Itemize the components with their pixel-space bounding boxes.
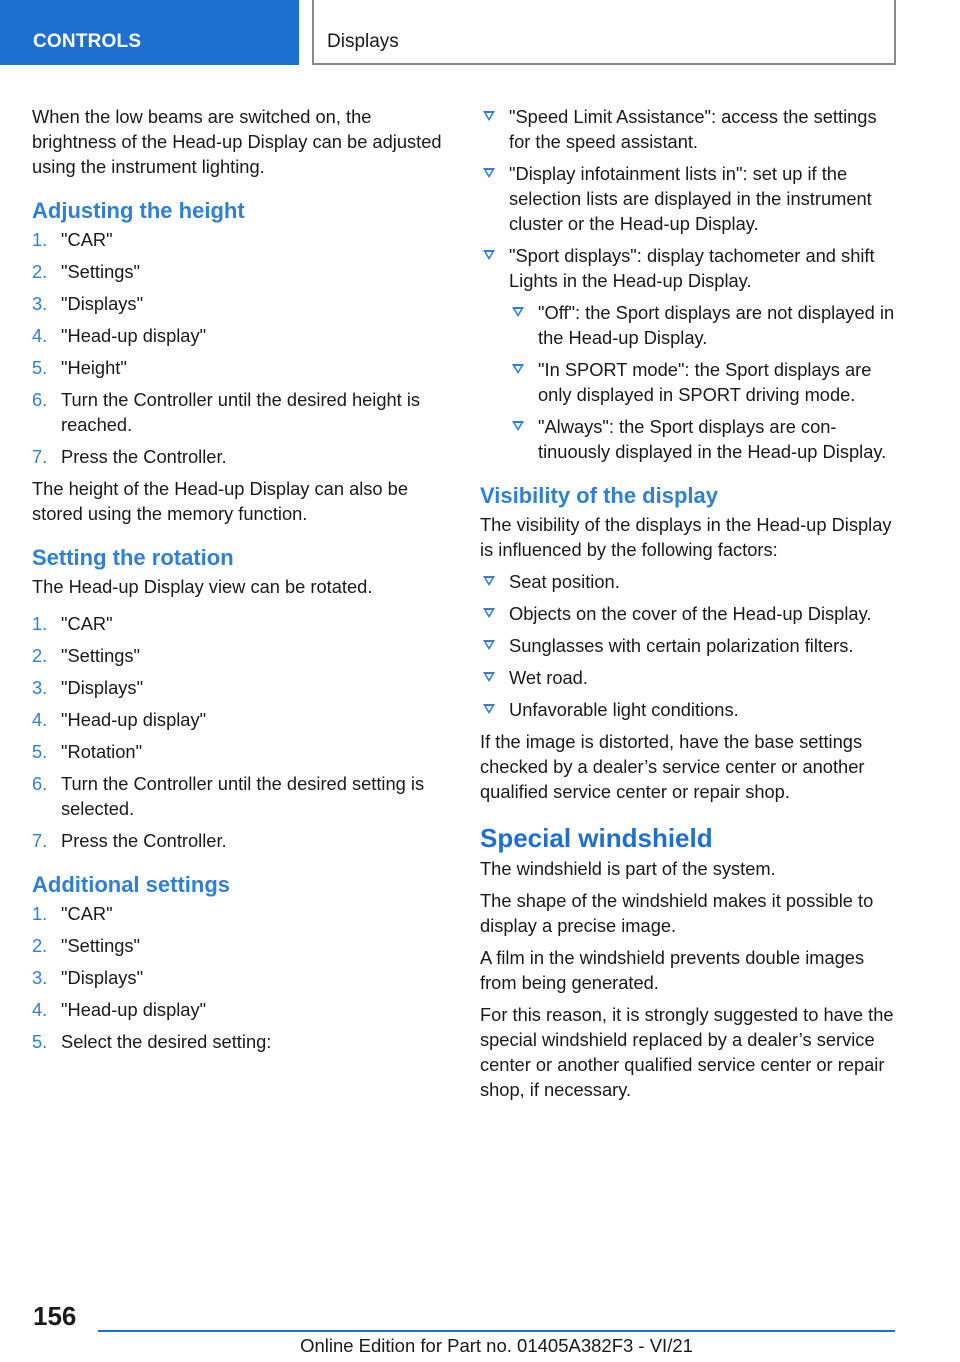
bullet-text: Wet road.	[509, 667, 588, 688]
bullet-triangle-icon	[483, 168, 495, 178]
step-number: 2.	[32, 261, 48, 282]
list-item	[32, 901, 450, 926]
step-number: 6.	[32, 389, 48, 410]
list-item	[32, 675, 450, 700]
step-number: 5.	[32, 1031, 48, 1052]
step-text: Select the desired setting:	[61, 1031, 272, 1052]
list-item	[480, 697, 898, 722]
visibility-factors-list	[480, 569, 898, 722]
step-text: "CAR"	[61, 613, 113, 634]
list-item	[32, 643, 450, 668]
bullet-triangle-icon	[483, 608, 495, 618]
heading-additional-settings: Additional settings	[32, 872, 230, 897]
bullet-text: Unfavorable light conditions.	[509, 699, 739, 720]
list-item	[32, 611, 450, 636]
step-text: "CAR"	[61, 229, 113, 250]
step-number: 4.	[32, 709, 48, 730]
step-text: "Settings"	[61, 645, 141, 666]
step-number: 1.	[32, 613, 48, 634]
heading-setting-rotation: Setting the rotation	[32, 545, 234, 570]
windshield-paragraph: For this reason, it is strongly suggested to have the special windshield replaced by a dealer’s service center or another qualified service center or repair shop, if necessary.	[480, 1004, 894, 1100]
step-number: 4.	[32, 325, 48, 346]
list-item	[509, 357, 898, 407]
left-column	[32, 104, 450, 1061]
step-number: 2.	[32, 645, 48, 666]
step-text: Turn the Controller until the desired setting is selected.	[61, 773, 425, 819]
bullet-triangle-icon	[483, 704, 495, 714]
bullet-triangle-icon	[512, 307, 524, 317]
bullet-triangle-icon	[483, 576, 495, 586]
step-number: 7.	[32, 446, 48, 467]
step-text: "Displays"	[61, 967, 144, 988]
heading-special-windshield: Special windshield	[480, 823, 713, 853]
chapter-title: Displays	[312, 0, 896, 65]
bullet-text: "Speed Limit Assistance": access the settings for the speed assistant.	[509, 106, 877, 152]
bullet-triangle-icon	[512, 421, 524, 431]
step-number: 5.	[32, 357, 48, 378]
list-item	[32, 739, 450, 764]
step-text: Press the Controller.	[61, 830, 227, 851]
step-text: Press the Controller.	[61, 446, 227, 467]
step-number: 3.	[32, 293, 48, 314]
footer-edition: Online Edition for Part no. 01405A382F3 - VI/21	[300, 1335, 693, 1356]
heading-adjusting-height: Adjusting the height	[32, 198, 245, 223]
list-item	[32, 291, 450, 316]
height-steps	[32, 227, 450, 469]
list-item	[32, 387, 450, 437]
heading-visibility: Visibility of the display	[480, 483, 718, 508]
step-number: 6.	[32, 773, 48, 794]
visibility-intro: The visibility of the displays in the Head-up Display is influenced by the following factors:	[480, 514, 892, 560]
step-number: 7.	[32, 830, 48, 851]
step-text: "Head-up display"	[61, 999, 207, 1020]
bullet-text: "Off": the Sport displays are not displayed in the Head-up Display.	[538, 302, 895, 348]
step-number: 4.	[32, 999, 48, 1020]
sport-options-list	[509, 300, 898, 464]
step-number: 1.	[32, 229, 48, 250]
bullet-triangle-icon	[483, 640, 495, 650]
step-text: "Displays"	[61, 677, 144, 698]
step-text: "CAR"	[61, 903, 113, 924]
list-item	[480, 104, 898, 154]
step-text: "Displays"	[61, 293, 144, 314]
step-text: "Settings"	[61, 261, 141, 282]
list-item	[480, 633, 898, 658]
list-item	[480, 243, 898, 464]
step-text: "Head-up display"	[61, 325, 207, 346]
list-item	[480, 569, 898, 594]
settings-options-list	[480, 104, 898, 464]
step-text: "Rotation"	[61, 741, 143, 762]
list-item	[32, 259, 450, 284]
step-text: "Settings"	[61, 935, 141, 956]
list-item	[32, 707, 450, 732]
bullet-triangle-icon	[483, 250, 495, 260]
rotation-steps	[32, 611, 450, 853]
footer-divider	[98, 1330, 895, 1332]
step-number: 2.	[32, 935, 48, 956]
bullet-text: "Display infotainment lists in": set up if the selection lists are displayed in the instrument cluster or the Head-up Display.	[509, 163, 872, 234]
list-item	[480, 601, 898, 626]
step-number: 5.	[32, 741, 48, 762]
additional-steps	[32, 901, 450, 1054]
bullet-text: "Sport displays": display tachometer and shift Lights in the Head-up Display.	[509, 245, 875, 291]
page-number: 156	[33, 1301, 77, 1331]
bullet-text: Objects on the cover of the Head-up Display.	[509, 603, 872, 624]
step-text: "Head-up display"	[61, 709, 207, 730]
bullet-text: Sunglasses with certain polarization filters.	[509, 635, 854, 656]
list-item	[32, 1029, 450, 1054]
step-text: Turn the Controller until the desired height is reached.	[61, 389, 421, 435]
section-tab: CONTROLS	[0, 0, 299, 65]
bullet-text: "In SPORT mode": the Sport displays are only displayed in SPORT driving mode.	[538, 359, 872, 405]
bullet-triangle-icon	[483, 672, 495, 682]
list-item	[32, 355, 450, 380]
list-item	[32, 771, 450, 821]
visibility-note: If the image is distorted, have the base settings checked by a dealer’s service center or another qualified service center or repair shop.	[480, 731, 865, 802]
step-number: 1.	[32, 903, 48, 924]
windshield-paragraph: The windshield is part of the system.	[480, 858, 776, 879]
right-column	[480, 104, 898, 1109]
windshield-paragraph: The shape of the windshield makes it possible to display a precise image.	[480, 890, 874, 936]
windshield-paragraph: A film in the windshield prevents double images from being generated.	[480, 947, 865, 993]
list-item	[509, 414, 898, 464]
list-item	[32, 227, 450, 252]
rotation-intro: The Head-up Display view can be rotated.	[32, 576, 373, 597]
height-note: The height of the Head-up Display can also be stored using the memory function.	[32, 478, 409, 524]
bullet-triangle-icon	[483, 111, 495, 121]
list-item	[32, 828, 450, 853]
step-number: 3.	[32, 967, 48, 988]
list-item	[32, 997, 450, 1022]
list-item	[32, 444, 450, 469]
list-item	[32, 965, 450, 990]
step-text: "Height"	[61, 357, 127, 378]
bullet-text: Seat position.	[509, 571, 620, 592]
list-item	[32, 933, 450, 958]
bullet-triangle-icon	[512, 364, 524, 374]
list-item	[480, 665, 898, 690]
list-item	[480, 161, 898, 236]
list-item	[509, 300, 898, 350]
bullet-text: "Always": the Sport displays are continuously displayed in the Head-up Display.	[538, 416, 887, 462]
step-number: 3.	[32, 677, 48, 698]
intro-paragraph: When the low beams are switched on, the brightness of the Head-up Display can be adjusted using the instrument lighting.	[32, 106, 442, 177]
list-item	[32, 323, 450, 348]
